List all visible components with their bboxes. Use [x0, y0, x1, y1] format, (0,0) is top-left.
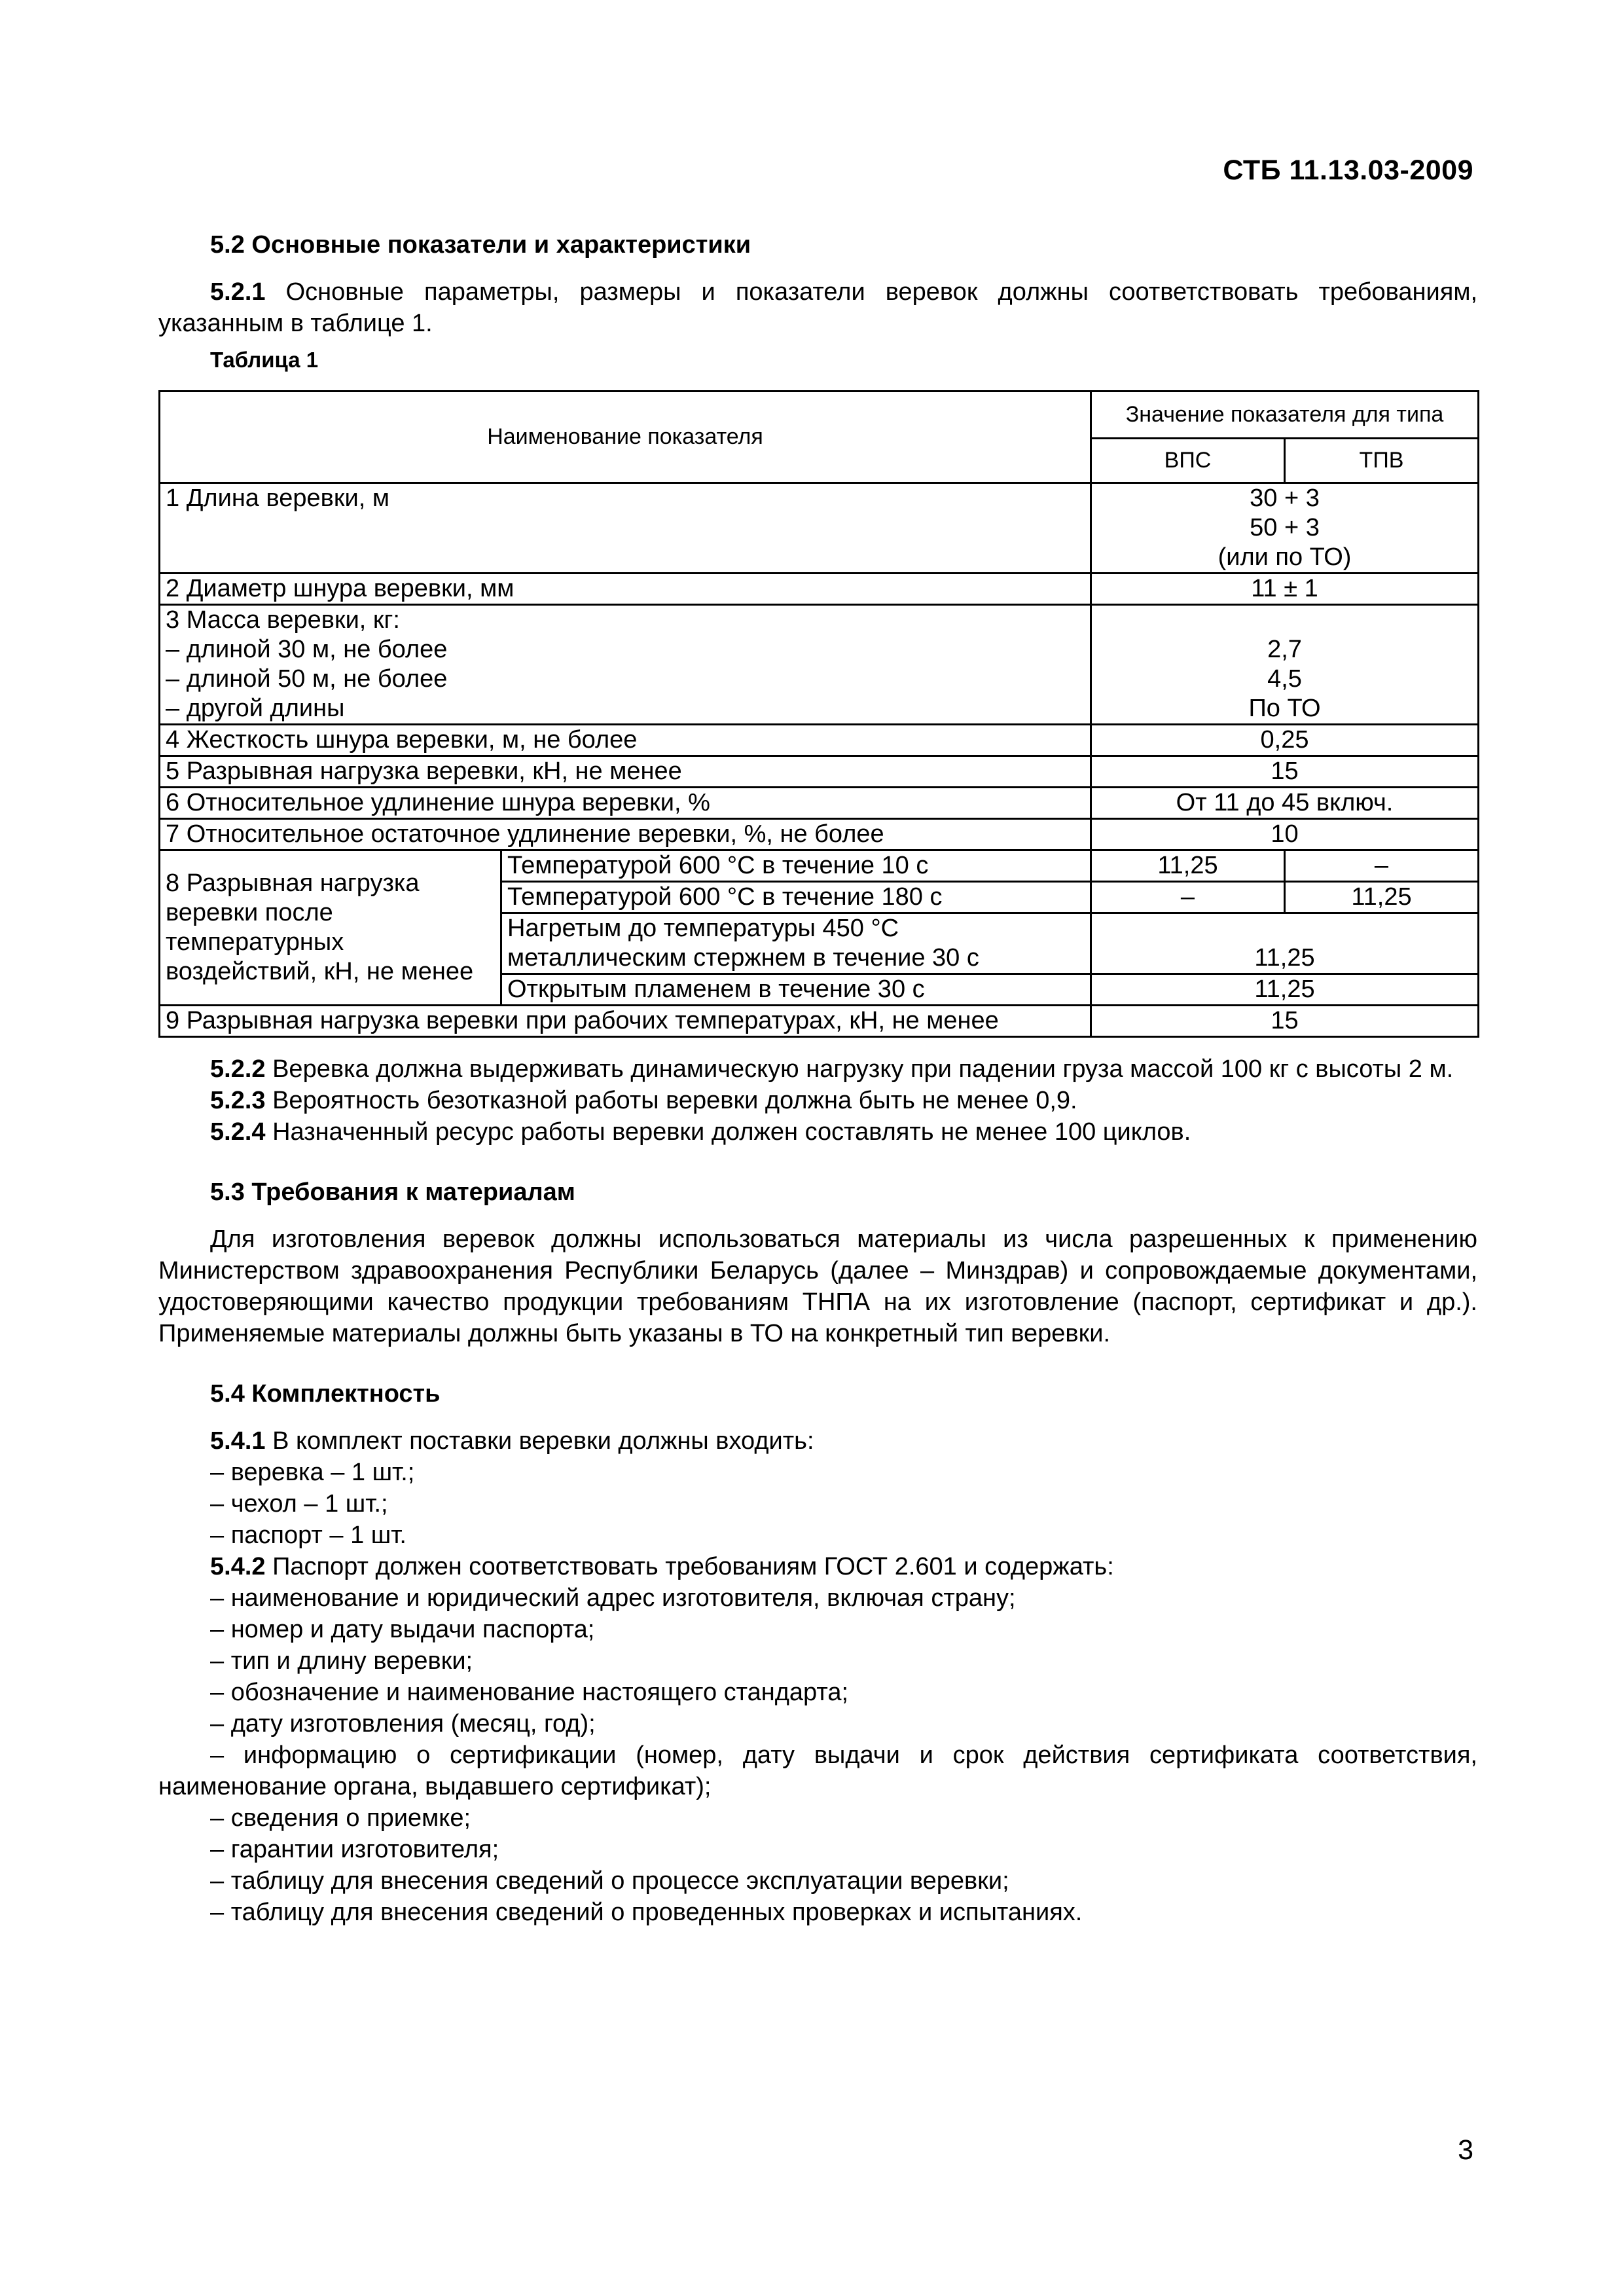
row-7-value: 10	[1091, 819, 1479, 850]
list-item: – дату изготовления (месяц, год);	[210, 1710, 596, 1738]
row-8c-condition: Нагретым до температуры 450 °С металлическим стержнем в течение 30 с	[501, 913, 1091, 974]
row-7-name: 7 Относительное остаточное удлинение веревки, %, не более	[160, 819, 1091, 850]
table-caption: Таблица 1	[210, 348, 319, 372]
name-line: 3 Масса веревки, кг:	[166, 606, 400, 634]
row-5-value: 15	[1091, 756, 1479, 788]
row-8d-condition: Открытым пламенем в течение 30 с	[501, 974, 1091, 1006]
row-8c-value: 11,25	[1091, 913, 1479, 974]
paragraph-text: Назначенный ресурс работы веревки должен составлять не менее 100 циклов.	[265, 1118, 1191, 1146]
row-5-name: 5 Разрывная нагрузка веревки, кН, не менее	[160, 756, 1091, 788]
row-4-value: 0,25	[1091, 725, 1479, 756]
table-row	[160, 483, 1479, 574]
list-item: – тип и длину веревки;	[210, 1647, 473, 1675]
row-2-name: 2 Диаметр шнура веревки, мм	[160, 574, 1091, 605]
table-row	[160, 574, 1479, 605]
header-indicator-name: Наименование показателя	[160, 392, 1091, 483]
list-item: – таблицу для внесения сведений о проведенных проверках и испытаниях.	[210, 1899, 1083, 1926]
value-line: 2,7	[1267, 636, 1302, 663]
paragraph-number: 5.2.1	[210, 278, 266, 306]
table-row	[160, 850, 1479, 882]
row-9-name: 9 Разрывная нагрузка веревки при рабочих температурах, кН, не менее	[160, 1006, 1091, 1037]
name-line: – длиной 30 м, не более	[166, 636, 448, 663]
row-3-name	[160, 605, 1091, 725]
row-8-name: 8 Разрывная нагрузка веревки после температурных воздействий, кН, не менее	[160, 850, 501, 1006]
row-8b-tpv: 11,25	[1285, 882, 1479, 913]
paragraph-5-2-3	[158, 1085, 1477, 1116]
paragraph-text: Паспорт должен соответствовать требованиям ГОСТ 2.601 и содержать:	[265, 1553, 1114, 1580]
row-8a-condition: Температурой 600 °С в течение 10 с	[501, 850, 1091, 882]
table-row	[160, 756, 1479, 788]
paragraph-number: 5.2.3	[210, 1087, 266, 1114]
table-row	[160, 605, 1479, 725]
list-item: – обозначение и наименование настоящего стандарта;	[210, 1679, 849, 1706]
list-item: – таблицу для внесения сведений о процессе эксплуатации веревки;	[210, 1867, 1009, 1895]
list-item: – наименование и юридический адрес изготовителя, включая страну;	[210, 1584, 1016, 1612]
paragraph-text: В комплект поставки веревки должны входить:	[265, 1427, 814, 1455]
list-item: – чехол – 1 шт.;	[210, 1490, 388, 1518]
row-1-value	[1091, 483, 1479, 574]
row-8b-vps: –	[1091, 882, 1285, 913]
value-line: 4,5	[1267, 665, 1302, 693]
header-value-for-type: Значение показателя для типа	[1091, 392, 1479, 439]
value-line: По ТО	[1248, 695, 1321, 722]
paragraph-5-3: Для изготовления веревок должны использоваться материалы из числа разрешенных к применению Министерством здравоохранения Республики Беларусь (далее – Минздрав) и сопровождаемые документами, удостоверяющими качество продукции требованиям ТНПА на их изготовление (паспорт, сертификат и др.). Применяемые материалы должны быть указаны в ТО на конкретный тип веревки.	[158, 1226, 1477, 1347]
table-row	[160, 788, 1479, 819]
paragraph-5-2-2	[158, 1053, 1477, 1085]
list-item: – номер и дату выдачи паспорта;	[210, 1616, 595, 1643]
paragraph-number: 5.4.1	[210, 1427, 266, 1455]
page-number: 3	[1458, 2134, 1473, 2166]
value-line: 50 + 3	[1250, 514, 1320, 541]
row-4-name: 4 Жесткость шнура веревки, м, не более	[160, 725, 1091, 756]
table-row	[160, 725, 1479, 756]
page-content	[158, 229, 1477, 1928]
paragraph-5-4-1	[158, 1425, 1477, 1457]
table-1	[158, 390, 1479, 1038]
row-6-value: От 11 до 45 включ.	[1091, 788, 1479, 819]
row-8a-tpv: –	[1285, 850, 1479, 882]
value-line: 30 + 3	[1250, 484, 1320, 512]
paragraph-5-2-1	[158, 276, 1477, 339]
row-6-name: 6 Относительное удлинение шнура веревки, %	[160, 788, 1091, 819]
table-row	[160, 819, 1479, 850]
row-3-value	[1091, 605, 1479, 725]
row-2-value: 11 ± 1	[1091, 574, 1479, 605]
row-8a-vps: 11,25	[1091, 850, 1285, 882]
paragraph-text: Вероятность безотказной работы веревки должна быть не менее 0,9.	[265, 1087, 1077, 1114]
header-type-vps: ВПС	[1091, 439, 1285, 483]
row-8b-condition: Температурой 600 °С в течение 180 с	[501, 882, 1091, 913]
header-type-tpv: ТПВ	[1285, 439, 1479, 483]
paragraph-number: 5.2.2	[210, 1055, 266, 1083]
list-item: – веревка – 1 шт.;	[210, 1459, 415, 1486]
list-item: – информацию о сертификации (номер, дату выдачи и срок действия сертификата соответствия, наименование органа, выдавшего сертификат);	[158, 1741, 1477, 1800]
paragraph-number: 5.2.4	[210, 1118, 266, 1146]
list-item: – паспорт – 1 шт.	[210, 1522, 406, 1549]
paragraph-text: Основные параметры, размеры и показатели веревок должны соответствовать требованиям, указанным в таблице 1.	[158, 278, 1477, 337]
row-8d-value: 11,25	[1091, 974, 1479, 1006]
table-row	[160, 1006, 1479, 1037]
row-9-value: 15	[1091, 1006, 1479, 1037]
document-number-header: СТБ 11.13.03-2009	[1223, 155, 1473, 186]
paragraph-text: Веревка должна выдерживать динамическую нагрузку при падении груза массой 100 кг с высоты 2 м.	[265, 1055, 1454, 1083]
section-5-2-title: 5.2 Основные показатели и характеристики	[210, 231, 751, 259]
row-1-name: 1 Длина веревки, м	[160, 483, 1091, 574]
paragraph-number: 5.4.2	[210, 1553, 266, 1580]
paragraph-5-4-2	[158, 1551, 1477, 1582]
value-line: (или по ТО)	[1218, 543, 1352, 571]
section-5-3-title: 5.3 Требования к материалам	[210, 1178, 575, 1206]
section-5-4-title: 5.4 Комплектность	[210, 1380, 441, 1408]
list-item: – сведения о приемке;	[210, 1804, 471, 1832]
name-line: – длиной 50 м, не более	[166, 665, 448, 693]
paragraph-5-2-4	[158, 1116, 1477, 1148]
list-item: – гарантии изготовителя;	[210, 1836, 499, 1863]
name-line: – другой длины	[166, 695, 345, 722]
